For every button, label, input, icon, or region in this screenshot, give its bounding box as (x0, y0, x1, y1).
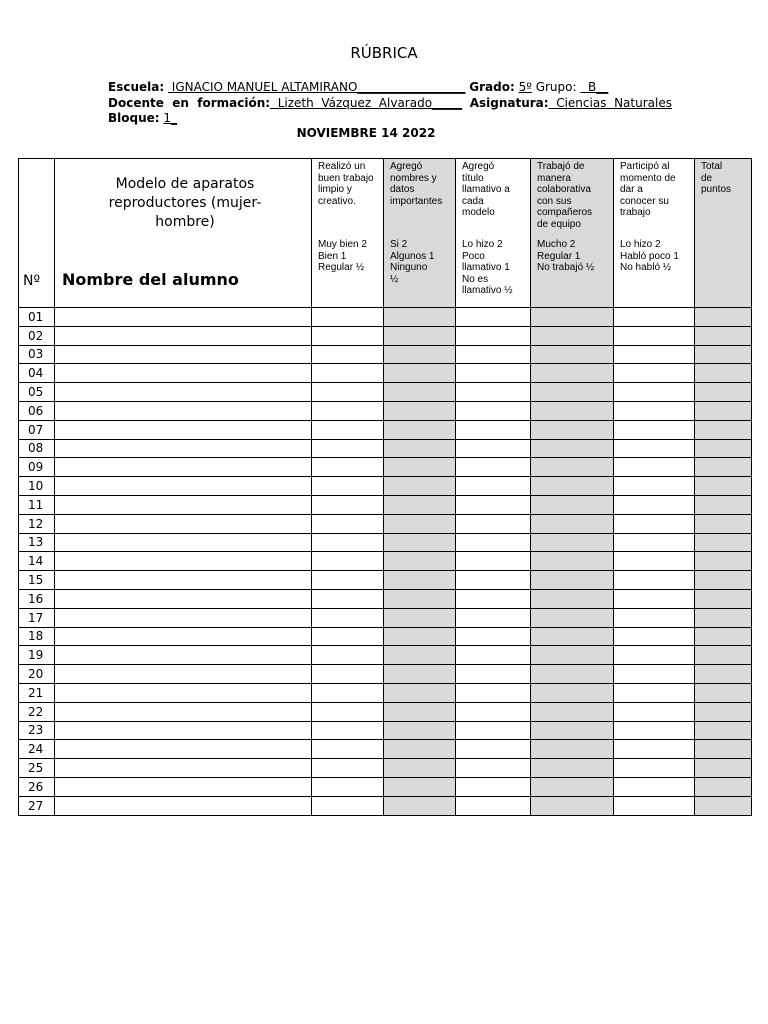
row-number: 19 (19, 646, 55, 665)
student-name-cell[interactable] (55, 458, 312, 477)
student-name-cell[interactable] (55, 721, 312, 740)
table-row (19, 740, 752, 759)
score-cell[interactable] (456, 458, 531, 477)
score-cell[interactable] (312, 627, 384, 646)
score-cell[interactable] (312, 589, 384, 608)
score-cell[interactable] (456, 571, 531, 590)
table-row (19, 326, 752, 345)
student-name-cell[interactable] (55, 439, 312, 458)
student-name-cell[interactable] (55, 401, 312, 420)
score-cell[interactable] (384, 740, 456, 759)
row-number: 04 (19, 364, 55, 383)
name-header: Nombre del alumno (62, 270, 239, 289)
student-name-cell[interactable] (55, 759, 312, 778)
total-cell[interactable] (695, 533, 752, 552)
criterion-text: Agregó título llamativo a cada modelo (462, 161, 510, 218)
score-cell[interactable] (531, 345, 614, 364)
score-cell[interactable] (312, 477, 384, 496)
total-cell[interactable] (695, 401, 752, 420)
score-cell[interactable] (312, 665, 384, 684)
table-row (19, 777, 752, 796)
score-cell[interactable] (312, 646, 384, 665)
table-row (19, 533, 752, 552)
score-cell[interactable] (456, 383, 531, 402)
score-cell[interactable] (456, 477, 531, 496)
teacher-label: Docente en formación: (108, 96, 271, 110)
group-label: Grupo: (535, 80, 577, 94)
total-cell[interactable] (695, 345, 752, 364)
score-cell[interactable] (614, 627, 695, 646)
score-cell[interactable] (312, 308, 384, 327)
student-name-cell[interactable] (55, 552, 312, 571)
score-cell[interactable] (312, 683, 384, 702)
score-cell[interactable] (312, 495, 384, 514)
student-name-cell[interactable] (55, 627, 312, 646)
score-cell[interactable] (384, 458, 456, 477)
row-number: 21 (19, 683, 55, 702)
table-row (19, 683, 752, 702)
table-row (19, 796, 752, 815)
score-cell[interactable] (384, 627, 456, 646)
row-number: 09 (19, 458, 55, 477)
score-cell[interactable] (531, 608, 614, 627)
criterion-scale: Lo hizo 2 Habló poco 1 No habló ½ (620, 239, 679, 273)
row-number: 11 (19, 495, 55, 514)
score-cell[interactable] (614, 458, 695, 477)
score-cell[interactable] (531, 439, 614, 458)
total-cell[interactable] (695, 721, 752, 740)
score-cell[interactable] (531, 665, 614, 684)
score-cell[interactable] (384, 608, 456, 627)
student-name-cell[interactable] (55, 608, 312, 627)
score-cell[interactable] (384, 721, 456, 740)
grade-value: 5º (518, 80, 532, 94)
score-cell[interactable] (312, 514, 384, 533)
student-name-cell[interactable] (55, 345, 312, 364)
score-cell[interactable] (531, 420, 614, 439)
total-cell[interactable] (695, 495, 752, 514)
table-row (19, 401, 752, 420)
block-value: 1_ (163, 111, 178, 125)
score-cell[interactable] (531, 326, 614, 345)
score-cell[interactable] (384, 589, 456, 608)
total-cell[interactable] (695, 571, 752, 590)
row-number: 23 (19, 721, 55, 740)
score-cell[interactable] (531, 552, 614, 571)
student-name-cell[interactable] (55, 495, 312, 514)
score-cell[interactable] (312, 608, 384, 627)
score-cell[interactable] (614, 439, 695, 458)
score-cell[interactable] (614, 759, 695, 778)
total-cell[interactable] (695, 740, 752, 759)
score-cell[interactable] (456, 420, 531, 439)
date: NOVIEMBRE 14 2022 (296, 126, 436, 140)
score-cell[interactable] (614, 702, 695, 721)
score-cell[interactable] (384, 495, 456, 514)
score-cell[interactable] (312, 533, 384, 552)
name-header-cell (55, 159, 312, 308)
row-number: 12 (19, 514, 55, 533)
row-number: 25 (19, 759, 55, 778)
total-cell[interactable] (695, 702, 752, 721)
score-cell[interactable] (614, 383, 695, 402)
criterion-header (614, 159, 695, 308)
score-cell[interactable] (614, 401, 695, 420)
score-cell[interactable] (614, 514, 695, 533)
student-name-cell[interactable] (55, 796, 312, 815)
total-cell[interactable] (695, 608, 752, 627)
total-cell[interactable] (695, 477, 752, 496)
table-row (19, 439, 752, 458)
score-cell[interactable] (384, 308, 456, 327)
criterion-scale: Si 2 Algunos 1 Ninguno ½ (390, 239, 435, 285)
student-name-cell[interactable] (55, 683, 312, 702)
score-cell[interactable] (614, 308, 695, 327)
student-name-cell[interactable] (55, 702, 312, 721)
table-row (19, 514, 752, 533)
score-cell[interactable] (384, 683, 456, 702)
score-cell[interactable] (384, 796, 456, 815)
score-cell[interactable] (456, 702, 531, 721)
total-cell[interactable] (695, 308, 752, 327)
score-cell[interactable] (456, 721, 531, 740)
table-row (19, 665, 752, 684)
table-body (19, 308, 752, 816)
score-cell[interactable] (312, 759, 384, 778)
row-number: 03 (19, 345, 55, 364)
score-cell[interactable] (384, 345, 456, 364)
score-cell[interactable] (531, 721, 614, 740)
score-cell[interactable] (614, 495, 695, 514)
score-cell[interactable] (456, 759, 531, 778)
score-cell[interactable] (614, 777, 695, 796)
table-row (19, 495, 752, 514)
row-number: 01 (19, 308, 55, 327)
score-cell[interactable] (614, 721, 695, 740)
row-number: 20 (19, 665, 55, 684)
row-number: 16 (19, 589, 55, 608)
subject-label: Asignatura: (469, 96, 549, 110)
score-cell[interactable] (384, 477, 456, 496)
total-cell[interactable] (695, 552, 752, 571)
score-cell[interactable] (531, 702, 614, 721)
score-cell[interactable] (531, 401, 614, 420)
grade-label: Grado: (469, 80, 515, 94)
score-cell[interactable] (312, 740, 384, 759)
score-cell[interactable] (456, 401, 531, 420)
score-cell[interactable] (614, 326, 695, 345)
table-row (19, 627, 752, 646)
total-cell[interactable] (695, 796, 752, 815)
score-cell[interactable] (531, 796, 614, 815)
table-row (19, 458, 752, 477)
total-cell[interactable] (695, 683, 752, 702)
table-row (19, 308, 752, 327)
student-name-cell[interactable] (55, 777, 312, 796)
score-cell[interactable] (614, 608, 695, 627)
score-cell[interactable] (384, 383, 456, 402)
score-cell[interactable] (312, 345, 384, 364)
table-row (19, 364, 752, 383)
score-cell[interactable] (531, 495, 614, 514)
score-cell[interactable] (531, 740, 614, 759)
student-name-cell[interactable] (55, 326, 312, 345)
score-cell[interactable] (456, 608, 531, 627)
table-row (19, 345, 752, 364)
row-number: 14 (19, 552, 55, 571)
score-cell[interactable] (384, 702, 456, 721)
table-row (19, 552, 752, 571)
subject-value: Ciencias Naturales (548, 96, 672, 110)
row-number: 05 (19, 383, 55, 402)
row-number: 26 (19, 777, 55, 796)
score-cell[interactable] (384, 759, 456, 778)
score-cell[interactable] (456, 514, 531, 533)
table-row (19, 721, 752, 740)
score-cell[interactable] (614, 646, 695, 665)
score-cell[interactable] (531, 383, 614, 402)
score-cell[interactable] (531, 646, 614, 665)
group-value: B__ (580, 80, 609, 94)
student-name-cell[interactable] (55, 308, 312, 327)
block-label: Bloque: (108, 111, 160, 125)
total-cell[interactable] (695, 589, 752, 608)
block-line (108, 110, 177, 126)
score-cell[interactable] (614, 533, 695, 552)
score-cell[interactable] (312, 721, 384, 740)
score-cell[interactable] (312, 420, 384, 439)
row-number: 02 (19, 326, 55, 345)
score-cell[interactable] (312, 439, 384, 458)
score-cell[interactable] (456, 439, 531, 458)
score-cell[interactable] (456, 308, 531, 327)
student-name-cell[interactable] (55, 514, 312, 533)
score-cell[interactable] (384, 439, 456, 458)
teacher-line (108, 95, 672, 111)
score-cell[interactable] (614, 552, 695, 571)
score-cell[interactable] (384, 777, 456, 796)
row-number: 06 (19, 401, 55, 420)
activity-title: Modelo de aparatos reproductores (mujer-hombre) (108, 176, 262, 230)
number-header-cell (19, 159, 55, 308)
total-header (695, 159, 752, 308)
total-cell[interactable] (695, 439, 752, 458)
score-cell[interactable] (312, 364, 384, 383)
score-cell[interactable] (456, 364, 531, 383)
row-number: 22 (19, 702, 55, 721)
student-name-cell[interactable] (55, 477, 312, 496)
score-cell[interactable] (531, 571, 614, 590)
score-cell[interactable] (614, 477, 695, 496)
score-cell[interactable] (384, 533, 456, 552)
score-cell[interactable] (456, 345, 531, 364)
score-cell[interactable] (312, 552, 384, 571)
total-cell[interactable] (695, 420, 752, 439)
criterion-header (312, 159, 384, 308)
table-row (19, 702, 752, 721)
criterion-scale: Muy bien 2 Bien 1 Regular ½ (318, 239, 367, 273)
score-cell[interactable] (312, 702, 384, 721)
score-cell[interactable] (531, 308, 614, 327)
criterion-text: Realizó un buen trabajo limpio y creativo. (318, 161, 374, 207)
student-name-cell[interactable] (55, 740, 312, 759)
table-row (19, 589, 752, 608)
criterion-scale: Mucho 2 Regular 1 No trabajó ½ (537, 239, 595, 273)
table-row (19, 608, 752, 627)
score-cell[interactable] (312, 571, 384, 590)
score-cell[interactable] (531, 477, 614, 496)
total-cell[interactable] (695, 458, 752, 477)
score-cell[interactable] (456, 627, 531, 646)
student-name-cell[interactable] (55, 589, 312, 608)
score-cell[interactable] (531, 589, 614, 608)
criterion-header (531, 159, 614, 308)
score-cell[interactable] (312, 796, 384, 815)
score-cell[interactable] (614, 571, 695, 590)
score-cell[interactable] (384, 665, 456, 684)
score-cell[interactable] (384, 571, 456, 590)
score-cell[interactable] (312, 383, 384, 402)
score-cell[interactable] (456, 740, 531, 759)
criterion-header (456, 159, 531, 308)
score-cell[interactable] (456, 495, 531, 514)
table-row (19, 759, 752, 778)
score-cell[interactable] (614, 420, 695, 439)
table-row (19, 571, 752, 590)
criterion-text: Participó al momento de dar a conocer su trabajo (620, 161, 676, 218)
score-cell[interactable] (456, 777, 531, 796)
score-cell[interactable] (384, 420, 456, 439)
student-name-cell[interactable] (55, 364, 312, 383)
score-cell[interactable] (456, 533, 531, 552)
score-cell[interactable] (456, 683, 531, 702)
total-cell[interactable] (695, 514, 752, 533)
score-cell[interactable] (456, 665, 531, 684)
total-cell[interactable] (695, 777, 752, 796)
score-cell[interactable] (614, 589, 695, 608)
student-name-cell[interactable] (55, 646, 312, 665)
row-number: 13 (19, 533, 55, 552)
row-number: 07 (19, 420, 55, 439)
score-cell[interactable] (456, 552, 531, 571)
teacher-value: Lizeth Vázquez Alvarado_____ (270, 96, 463, 110)
score-cell[interactable] (531, 514, 614, 533)
row-number: 10 (19, 477, 55, 496)
total-cell[interactable] (695, 759, 752, 778)
row-number: 24 (19, 740, 55, 759)
total-cell[interactable] (695, 326, 752, 345)
student-name-cell[interactable] (55, 383, 312, 402)
score-cell[interactable] (312, 458, 384, 477)
score-cell[interactable] (614, 740, 695, 759)
criterion-text: Agregó nombres y datos importantes (390, 161, 443, 207)
score-cell[interactable] (531, 683, 614, 702)
row-number: 15 (19, 571, 55, 590)
score-cell[interactable] (384, 552, 456, 571)
student-name-cell[interactable] (55, 571, 312, 590)
criterion-scale: Lo hizo 2 Poco llamativo 1 No es llamativo ½ (462, 239, 513, 296)
total-cell[interactable] (695, 383, 752, 402)
student-name-cell[interactable] (55, 420, 312, 439)
score-cell[interactable] (614, 345, 695, 364)
score-cell[interactable] (312, 401, 384, 420)
criterion-header (384, 159, 456, 308)
total-header-text: Total de puntos (701, 161, 732, 195)
table-row (19, 383, 752, 402)
number-header: Nº (23, 273, 41, 289)
row-number: 17 (19, 608, 55, 627)
table-row (19, 420, 752, 439)
table-header-row (19, 159, 752, 308)
score-cell[interactable] (312, 326, 384, 345)
student-name-cell[interactable] (55, 533, 312, 552)
page-title: RÚBRICA (350, 44, 418, 62)
score-cell[interactable] (614, 364, 695, 383)
score-cell[interactable] (614, 796, 695, 815)
score-cell[interactable] (456, 646, 531, 665)
criterion-text: Trabajó de manera colaborativa con sus compañeros de equipo (537, 161, 593, 230)
score-cell[interactable] (614, 683, 695, 702)
total-cell[interactable] (695, 665, 752, 684)
score-cell[interactable] (312, 777, 384, 796)
school-label: Escuela: (108, 80, 165, 94)
school-line (108, 79, 608, 95)
table-row (19, 477, 752, 496)
score-cell[interactable] (531, 627, 614, 646)
score-cell[interactable] (531, 364, 614, 383)
score-cell[interactable] (531, 777, 614, 796)
row-number: 08 (19, 439, 55, 458)
student-name-cell[interactable] (55, 665, 312, 684)
total-cell[interactable] (695, 627, 752, 646)
score-cell[interactable] (456, 589, 531, 608)
score-cell[interactable] (531, 458, 614, 477)
score-cell[interactable] (384, 514, 456, 533)
score-cell[interactable] (614, 665, 695, 684)
school-value: IGNACIO MANUEL ALTAMIRANO__________________ (167, 80, 466, 94)
row-number: 18 (19, 627, 55, 646)
table-row (19, 646, 752, 665)
row-number: 27 (19, 796, 55, 815)
total-cell[interactable] (695, 364, 752, 383)
score-cell[interactable] (456, 796, 531, 815)
score-cell[interactable] (384, 326, 456, 345)
score-cell[interactable] (531, 533, 614, 552)
score-cell[interactable] (531, 759, 614, 778)
score-cell[interactable] (384, 401, 456, 420)
total-cell[interactable] (695, 646, 752, 665)
score-cell[interactable] (384, 646, 456, 665)
score-cell[interactable] (456, 326, 531, 345)
score-cell[interactable] (384, 364, 456, 383)
rubric-table (18, 158, 752, 816)
